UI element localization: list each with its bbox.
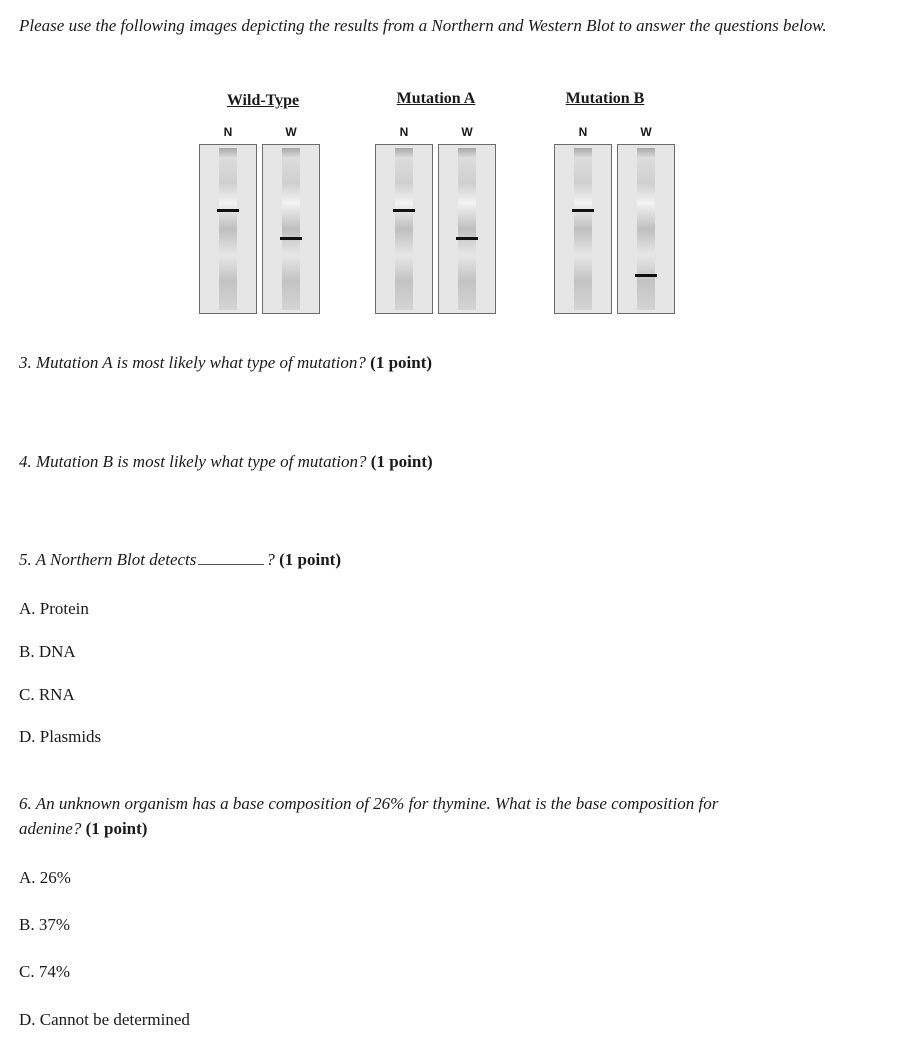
blot-lane [199,144,257,314]
blot-title-mutation-a: Mutation A [396,90,476,107]
question-4-text: 4. Mutation B is most likely what type of mutation? [19,452,367,471]
lane-label: W [285,125,297,139]
question-5-text: 5. A Northern Blot detects [19,550,197,569]
blot-lane [617,144,675,314]
lane-label: N [223,125,233,139]
question-6-points: (1 point) [85,819,148,838]
question-6-line-1: 6. An unknown organism has a base composition of 26% for thymine. What is the base composition for [19,794,719,813]
question-3-points: (1 point) [370,353,433,372]
instructions-text: Please use the following images depicting the results from a Northern and Western Blot to answer the questions below. [19,16,827,35]
q6-option-a[interactable]: A. 26% [19,868,71,887]
question-3 [19,353,432,373]
blot-lane [262,144,320,314]
blot-lane [375,144,433,314]
blot-band [456,237,478,240]
blot-title-mutation-b: Mutation B [565,90,645,107]
question-6-text: adenine? [19,819,82,838]
blot-lane [438,144,496,314]
lane-label: N [578,125,588,139]
question-6-line-2 [19,819,147,839]
q6-option-d[interactable]: D. Cannot be determined [19,1010,190,1029]
lane-label: W [640,125,652,139]
q5-option-d[interactable]: D. Plasmids [19,727,102,746]
q5-option-b[interactable]: B. DNA [19,642,76,661]
question-5-text-end: ? [266,550,275,569]
blot-band [393,209,415,212]
q5-option-a[interactable]: A. Protein [19,599,89,618]
question-5-points: (1 point) [279,550,342,569]
lane-label: W [461,125,473,139]
answer-blank [198,550,264,565]
blot-band [217,209,239,212]
q6-option-c[interactable]: C. 74% [19,962,70,981]
blot-title-wild-type: Wild-Type [226,92,300,109]
question-5 [19,550,341,570]
blot-band [572,209,594,212]
q5-option-c[interactable]: C. RNA [19,685,75,704]
question-3-text: 3. Mutation A is most likely what type of mutation? [19,353,366,372]
question-4-points: (1 point) [370,452,433,471]
lane-label: N [399,125,409,139]
blot-band [280,237,302,240]
question-4 [19,452,433,472]
blot-band [635,274,657,277]
q6-option-b[interactable]: B. 37% [19,915,70,934]
blot-lane [554,144,612,314]
